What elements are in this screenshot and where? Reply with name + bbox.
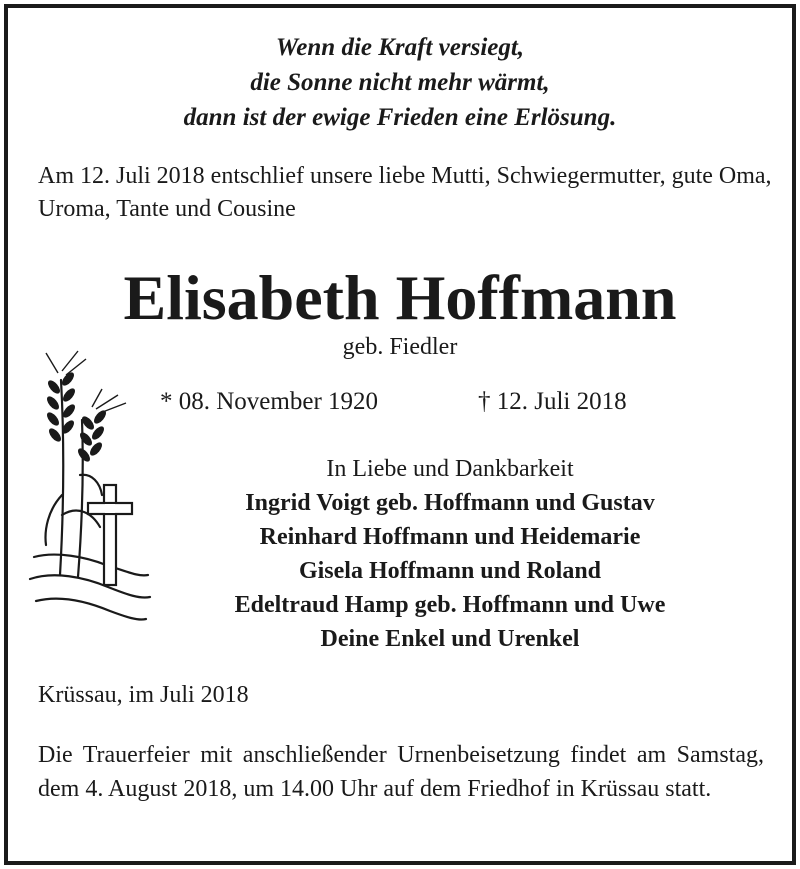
thanks-line: In Liebe und Dankbarkeit [326,456,574,482]
birth-date: * 08. November 1920 [160,388,379,415]
poem-line: dann ist der ewige Frieden eine Erlösung. [183,104,617,131]
funeral-notice: Die Trauerfeier mit anschließender Urnenbeisetzung findet am Samstag, dem 4. August 2018, um 14.00 Uhr auf dem Friedhof in Krüssau statt. [38,742,764,802]
poem-line: Wenn die Kraft versiegt, [275,34,525,61]
poem-line: die Sonne nicht mehr wärmt, [250,69,550,96]
obituary-notice [4,4,796,865]
mourner-name: Deine Enkel und Urenkel [320,626,580,652]
deceased-name: Elisabeth Hoffmann [123,262,677,333]
intro-text: Am 12. Juli 2018 entschlief unsere liebe Mutti, Schwiegermutter, gute Oma, Uroma, Tante und Cousine [38,163,772,222]
birth-name: geb. Fiedler [342,334,458,360]
place-date: Krüssau, im Juli 2018 [38,682,249,708]
mourner-name: Gisela Hoffmann und Roland [298,558,602,584]
mourner-name: Ingrid Voigt geb. Hoffmann und Gustav [245,490,655,516]
poem [8,30,792,135]
death-date: † 12. Juli 2018 [478,388,627,415]
mourner-name: Reinhard Hoffmann und Heidemarie [259,524,641,550]
mourner-name: Edeltraud Hamp geb. Hoffmann und Uwe [234,592,666,618]
mourners-block [108,452,792,656]
